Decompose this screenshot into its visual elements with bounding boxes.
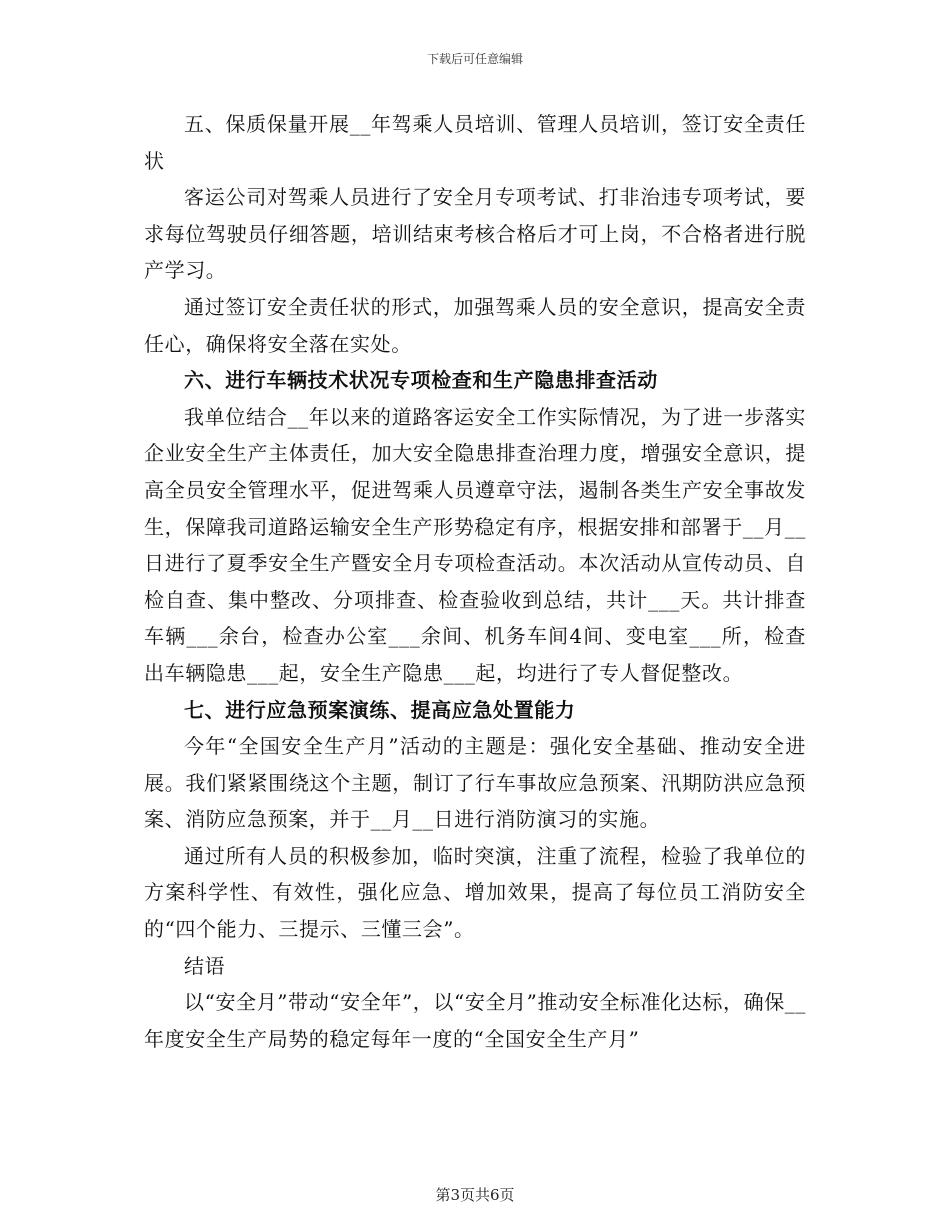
document-body — [144, 106, 806, 1057]
section-heading: 七、进行应急预案演练、提高应急处置能力 — [184, 697, 576, 722]
section-heading: 六、进行车辆技术状况专项检查和生产隐患排查活动 — [184, 368, 658, 393]
paragraph: 客运公司对驾乘人员进行了安全月专项考试、打非治违专项考试，要求每位驾驶员仔细答题，培训结束考核合格后才可上岗，不合格者进行脱产学习。 — [144, 185, 806, 283]
paragraph: 结语 — [184, 953, 226, 978]
paragraph: 通过所有人员的积极参加，临时突演，注重了流程，检验了我单位的方案科学性、有效性，强化应急、增加效果，提高了每位员工消防安全的“四个能力、三提示、三懂三会”。 — [144, 843, 806, 942]
page-footer: 第3页共6页 — [435, 1186, 515, 1204]
paragraph: 以“安全月”带动“安全年”，以“安全月”推动安全标准化达标，确保__年度安全生产局势的稳定每年一度的“全国安全生产月” — [144, 990, 806, 1051]
paragraph: 我单位结合__年以来的道路客运安全工作实际情况，为了进一步落实企业安全生产主体责任，加大安全隐患排查治理力度，增强安全意识，提高全员安全管理水平，促进驾乘人员遵章守法，遏制各类生产安全事故发生，保障我司道路运输安全生产形势稳定有序，根据安排和部署于__月__日进行了夏季安全生产暨安全月专项检查活动。本次活动从宣传动员、自检自查、集中整改、分项排查、检查验收到总结，共计___天。共计排查车辆___余台，检查办公室___余间、机务车间4间、变电室___所，检查出车辆隐患___起，安全生产隐患___起，均进行了专人督促整改。 — [144, 404, 806, 685]
paragraph: 通过签订安全责任状的形式，加强驾乘人员的安全意识，提高安全责任心，确保将安全落在实处。 — [144, 294, 806, 356]
page-header: 下载后可任意编辑 — [426, 52, 523, 66]
paragraph: 今年“全国安全生产月”活动的主题是：强化安全基础、推动安全进展。我们紧紧围绕这个主题，制订了行车事故应急预案、汛期防洪应急预案、消防应急预案，并于__月__日进行消防演习的实施。 — [144, 734, 806, 832]
paragraph: 五、保质保量开展__年驾乘人员培训、管理人员培训，签订安全责任状 — [144, 112, 806, 173]
